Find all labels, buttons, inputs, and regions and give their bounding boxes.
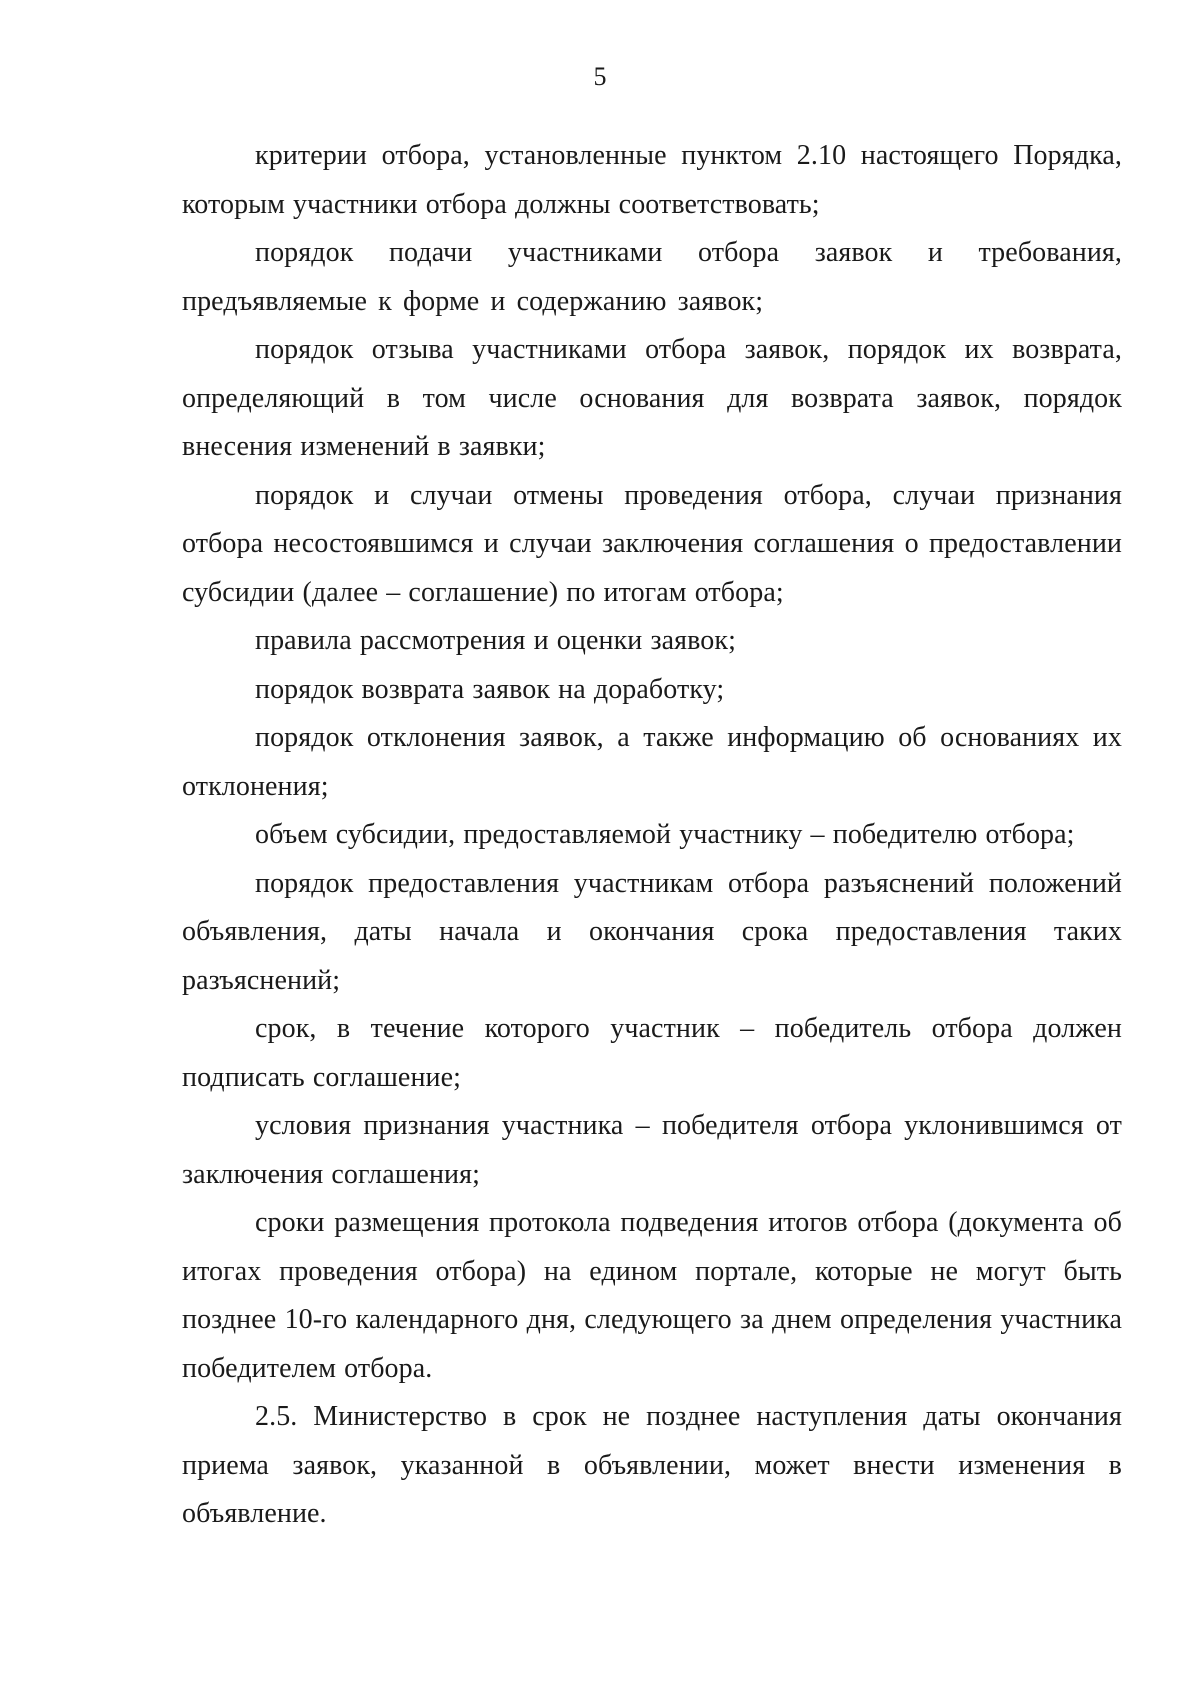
paragraph-subsidy-volume: объем субсидии, предоставляемой участнику – победителю отбора; [255,819,1075,850]
paragraph-review-rules: правила рассмотрения и оценки заявок; [255,625,736,656]
paragraph-signing-term: срок, в течение которого участник – победитель отбора должен подписать соглашение; [182,1013,1122,1093]
paragraph-return-for-revision: порядок возврата заявок на доработку; [255,673,725,705]
paragraph-withdrawal-order: порядок отзыва участниками отбора заявок, порядок их возврата, определяющий в том числе основания для возврата заявок, порядок внесения изменений в заявки; [182,334,1122,462]
paragraph-clarifications-order: порядок предоставления участникам отбора разъяснений положений объявления, даты начала и окончания срока предоставления таких разъяснений; [182,867,1122,996]
paragraph-selection-criteria: критерии отбора, установленные пунктом 2.10 настоящего Порядка, которым участники отбора должны соответствовать; [182,140,1122,220]
paragraph-evasion-conditions: условия признания участника – победителя отбора уклонившимся от заключения соглашения; [182,1110,1122,1190]
paragraph-rejection-order: порядок отклонения заявок, а также информацию об основаниях их отклонения; [182,722,1122,802]
paragraph-cancellation-cases: порядок и случаи отмены проведения отбора, случаи признания отбора несостоявшимся и случаи заключения соглашения о предоставлении субсидии (далее – соглашение) по итогам отбора; [182,479,1122,608]
paragraph-section-2-5: 2.5. Министерство в срок не позднее наступления даты окончания приема заявок, указанной в объявлении, может внести изменения в объявление. [182,1401,1122,1529]
page-number: 5 [593,62,607,91]
paragraph-submission-order: порядок подачи участниками отбора заявок и требования, предъявляемые к форме и содержанию заявок; [182,237,1122,317]
paragraph-protocol-placement: сроки размещения протокола подведения итогов отбора (документа об итогах проведения отбора) на едином портале, которые не могут быть позднее 10-го календарного дня, следующего за днем определения участника победителем отбора. [182,1207,1122,1384]
document-body [182,132,1122,1539]
